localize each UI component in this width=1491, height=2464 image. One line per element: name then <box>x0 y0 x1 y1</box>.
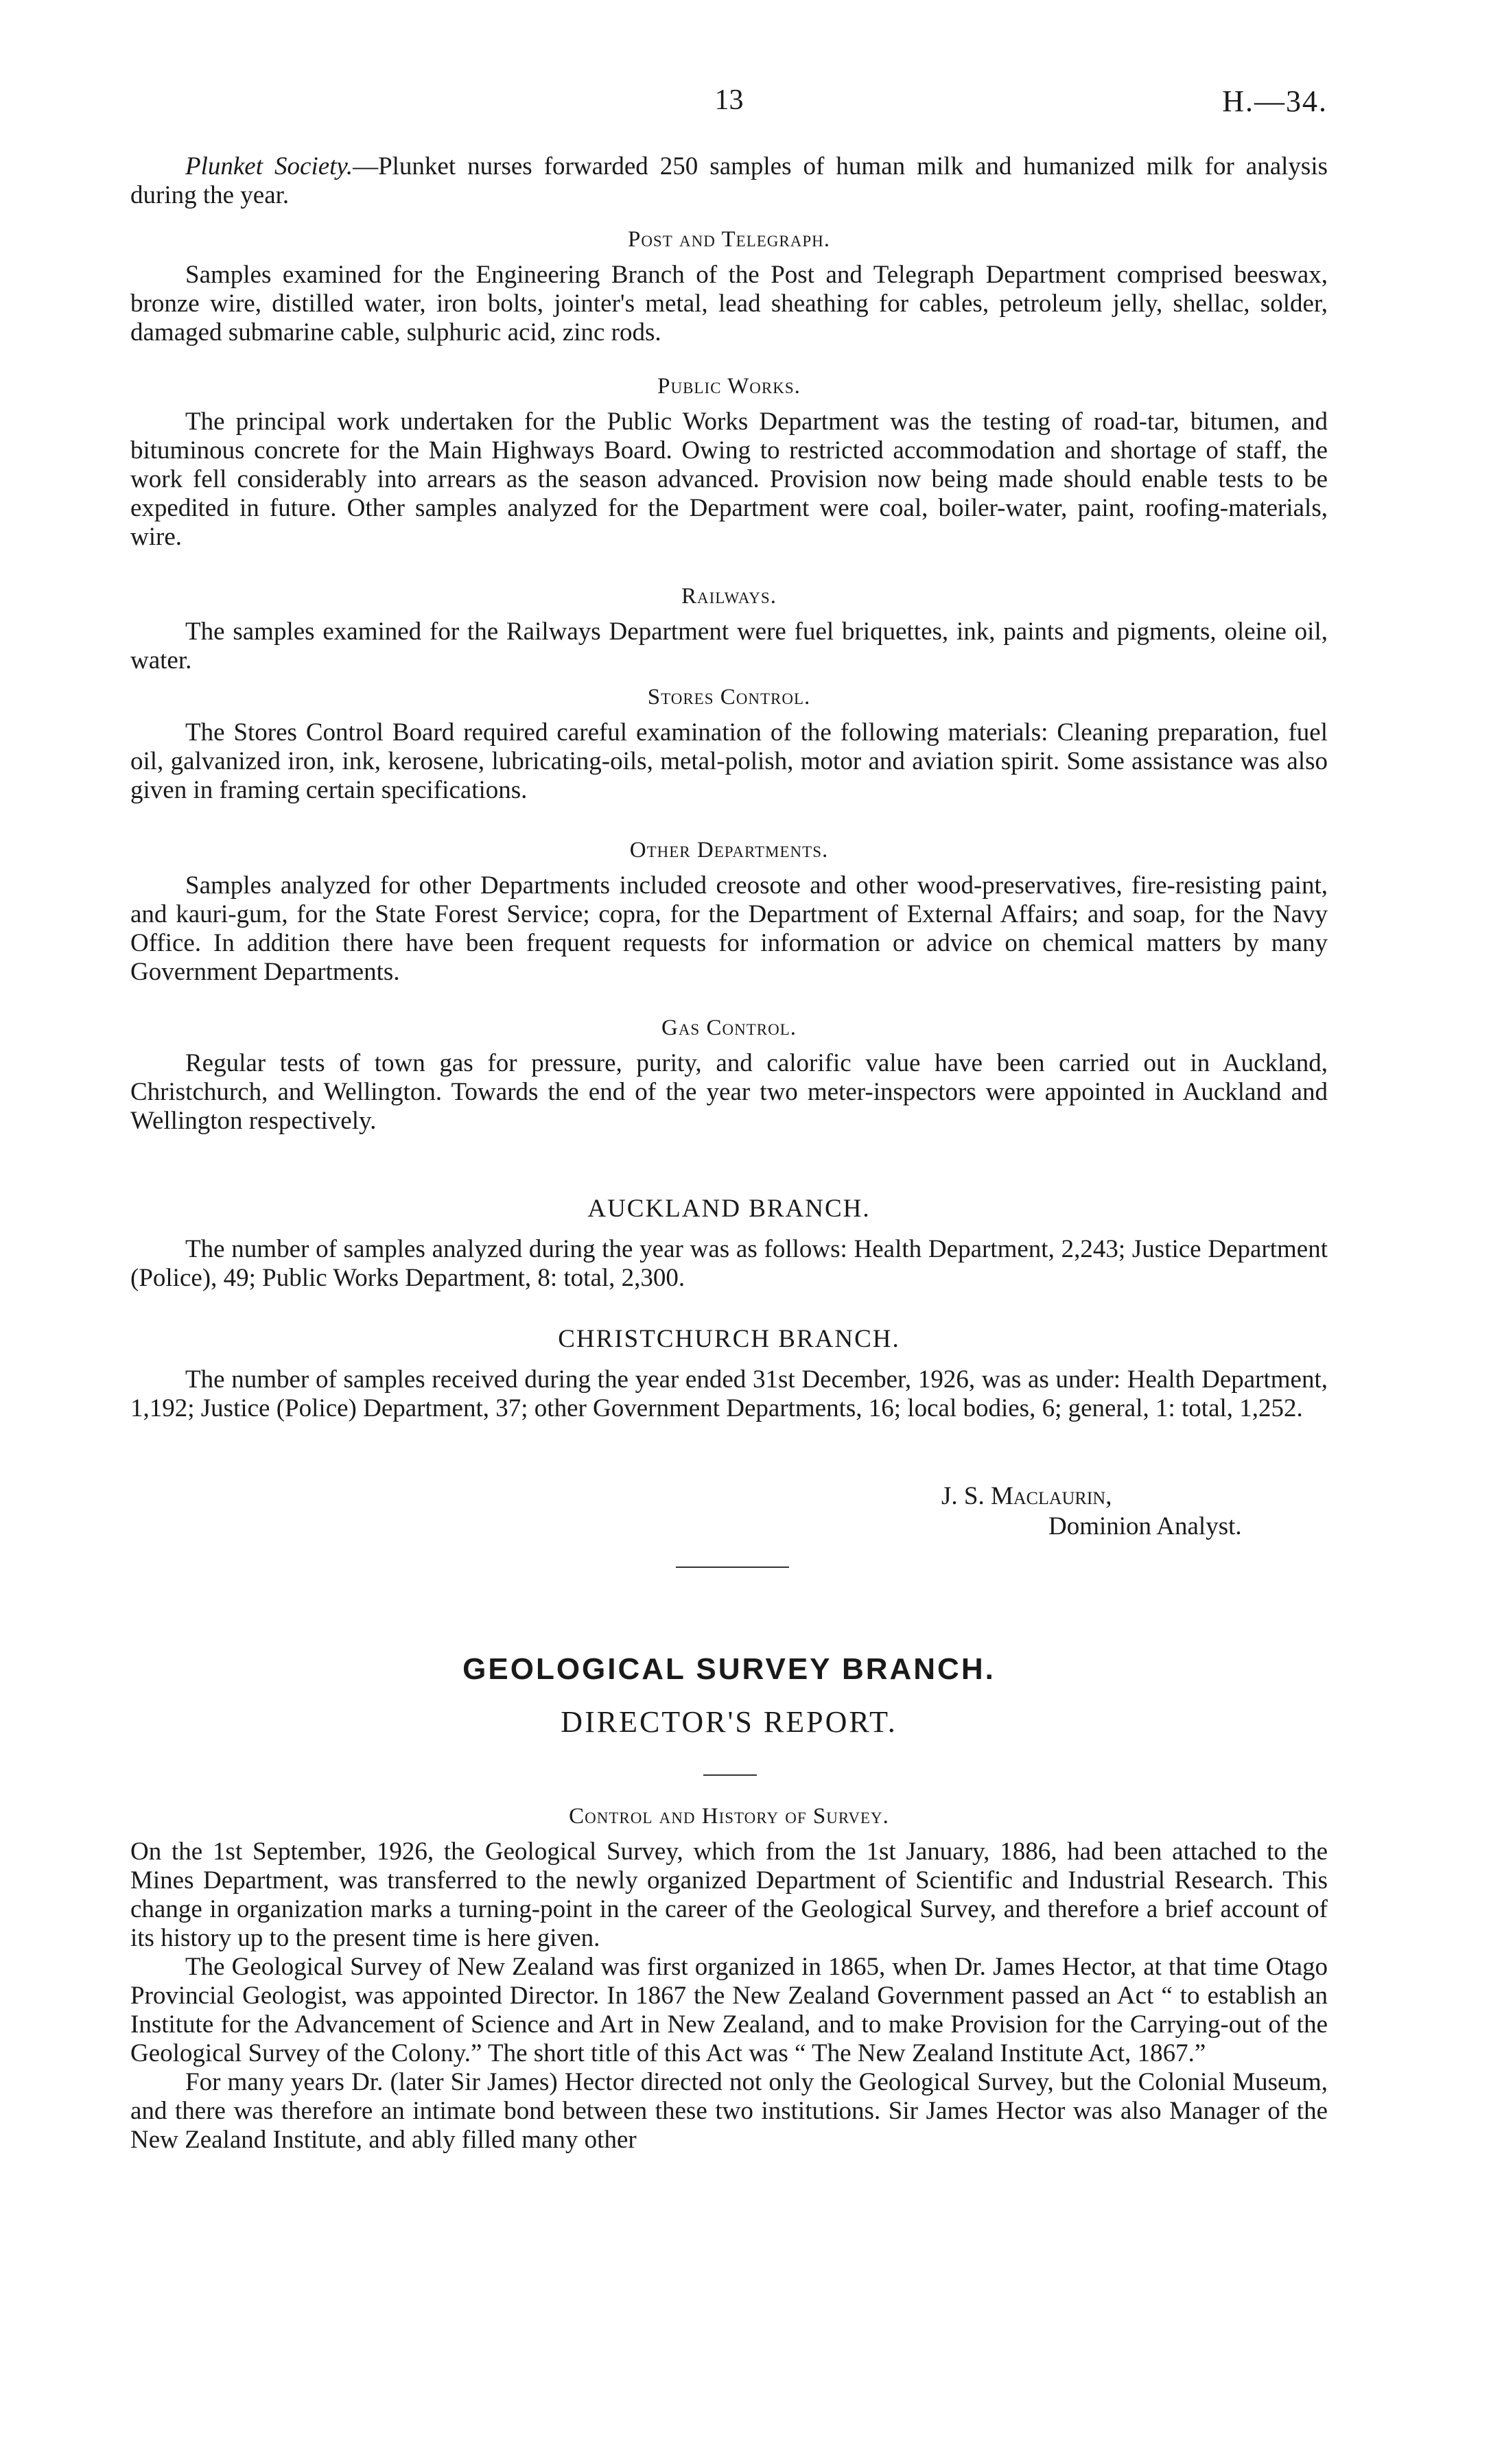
post-telegraph-paragraph: Samples examined for the Engineering Branch of the Post and Telegraph Department comprised beeswax, bronze wire, distilled water, iron bolts, jointer's metal, lead sheathing for cables, petroleum jelly, shellac, solder, damaged submarine cable, sulphuric acid, zinc rods. <box>130 261 1328 347</box>
public-works-section <box>130 372 1328 552</box>
stores-control-paragraph: The Stores Control Board required careful examination of the following materials: Cleaning preparation, fuel oil, galvanized iron, ink, kerosene, lubricating-oils, metal-polish, motor and aviation spirit. Some assistance was also given in framing certain specifications. <box>130 718 1328 804</box>
control-history-paragraph-1: On the 1st September, 1926, the Geological Survey, which from the 1st January, 1886, had been attached to the Mines Department, was transferred to the newly organized Department of Scientific and Industrial Research. This change in organization marks a turning-point in the career of the Geological Survey, and therefore a brief account of its history up to the present time is here given. <box>130 1838 1328 1952</box>
public-works-paragraph: The principal work undertaken for the Public Works Department was the testing of road-tar, bitumen, and bituminous concrete for the Main Highways Board. Owing to restricted accommodation and shortage of staff, the work fell considerably into arrears as the season advanced. Provision now being made should enable tests to be expedited in future. Other samples analyzed for the Department were coal, boiler-water, paint, roofing-materials, wire. <box>130 408 1328 551</box>
page-header <box>130 84 1328 125</box>
christchurch-branch-heading: CHRISTCHURCH BRANCH. <box>558 1325 900 1353</box>
geological-survey-heading: GEOLOGICAL SURVEY BRANCH. <box>462 1652 996 1686</box>
plunket-text: —Plunket nurses forwarded 250 samples of human milk and humanized milk for analysis during the year. <box>130 152 1328 209</box>
post-telegraph-heading: Post and Telegraph. <box>627 227 831 252</box>
control-history-paragraph-3: For many years Dr. (later Sir James) Hector directed not only the Geological Survey, but the Colonial Museum, and there was therefore an intimate bond between these two institutions. Sir James Hector was also Manager of the New Zealand Institute, and ably filled many other <box>130 2068 1328 2154</box>
plunket-paragraph <box>130 152 1328 210</box>
auckland-branch-section <box>130 1194 1328 1293</box>
post-telegraph-section <box>130 225 1328 347</box>
gas-control-paragraph: Regular tests of town gas for pressure, purity, and calorific value have been carried out in Auckland, Christchurch, and Wellington. Towards the end of the year two meter-inspectors were appointed in Auckland and Wellington respectively. <box>130 1049 1328 1135</box>
control-history-section <box>130 1802 1328 2155</box>
stores-control-section <box>130 683 1328 805</box>
railways-paragraph: The samples examined for the Railways Department were fuel briquettes, ink, paints and pigments, oleine oil, water. <box>130 618 1328 674</box>
other-departments-paragraph: Samples analyzed for other Departments included creosote and other wood-preservatives, fire-resisting paint, and kauri-gum, for the State Forest Service; copra, for the Department of External Affairs; and soap, for the Navy Office. In addition there have been frequent requests for information or advice on chemical matters by many Government Departments. <box>130 871 1328 986</box>
signature-title: Dominion Analyst. <box>1048 1512 1242 1540</box>
other-departments-section <box>130 836 1328 987</box>
document-code: H.—34. <box>1222 84 1328 118</box>
directors-report-heading: DIRECTOR'S REPORT. <box>561 1705 897 1739</box>
report-heading-rule <box>703 1774 757 1776</box>
section-divider-rule <box>676 1567 789 1568</box>
auckland-branch-heading: AUCKLAND BRANCH. <box>587 1195 871 1223</box>
other-departments-heading: Other Departments. <box>629 838 829 863</box>
gas-control-section <box>130 1013 1328 1136</box>
railways-heading: Railways. <box>681 584 777 609</box>
control-history-heading: Control and History of Survey. <box>569 1804 889 1829</box>
signature-name: J. S. Maclaurin, <box>941 1482 1112 1510</box>
stores-control-heading: Stores Control. <box>647 685 811 709</box>
gas-control-heading: Gas Control. <box>661 1016 797 1040</box>
page-number: 13 <box>714 84 744 116</box>
control-history-paragraph-2: The Geological Survey of New Zealand was first organized in 1865, when Dr. James Hector, at that time Otago Provincial Geologist, was appointed Director. In 1867 the New Zealand Government passed an Act “ to establish an Institute for the Advancement of Science and Art in New Zealand, and to make Provision for the Carrying-out of the Geological Survey of the Colony.” The short title of this Act was “ The New Zealand Institute Act, 1867.” <box>130 1953 1328 2067</box>
public-works-heading: Public Works. <box>657 374 801 399</box>
plunket-section <box>130 152 1328 210</box>
christchurch-branch-paragraph: The number of samples received during the year ended 31st December, 1926, was as under: Health Department, 1,192; Justice (Police) Department, 37; other Government Departments, 16; local bodies, 6; general, 1: total, 1,252. <box>130 1365 1328 1422</box>
auckland-branch-paragraph: The number of samples analyzed during the year was as follows: Health Department, 2,243; Justice Department (Police), 49; Public Works Department, 8: total, 2,300. <box>130 1235 1328 1292</box>
plunket-label: Plunket Society. <box>185 152 353 180</box>
geological-survey-section <box>130 1652 1328 1739</box>
railways-section <box>130 582 1328 675</box>
christchurch-branch-section <box>130 1324 1328 1423</box>
